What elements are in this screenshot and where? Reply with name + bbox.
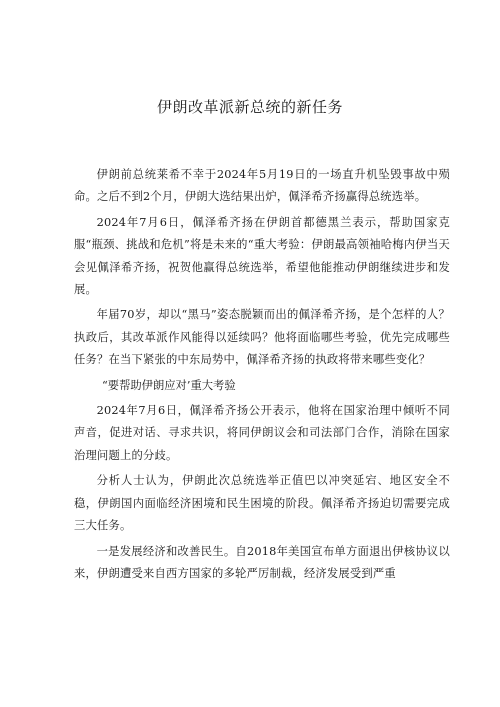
paragraph-2: 2024年7月6日，佩泽希齐扬在伊朗首都德黑兰表示，帮助国家克服“瓶颈、挑战和危机”将是未来的“重大考验：伊朗最高领袖哈梅内伊当天会见佩泽希齐扬，祝贺他赢得总统选举，希望他能推动伊朗继续进步和发展。 (74, 215, 450, 297)
paragraph-6: 一是发展经济和改善民生。自2018年美国宣布单方面退出伊核协议以来，伊朗遭受来自西方国家的多轮严厉制裁，经济发展受到严重 (74, 544, 450, 580)
section-subheading: “要帮助伊朗应对’重大考验 (102, 378, 236, 392)
paragraph-4: 2024年7月6日，佩泽希齐扬公开表示，他将在国家治理中倾听不同声音，促进对话、寻求共识，将同伊朗议会和司法部门合作，消除在国家治理问题上的分歧。 (74, 404, 450, 462)
document-title: 伊朗改革派新总统的新任务 (156, 98, 343, 116)
paragraph-5: 分析人士认为，伊朗此次总统选举正值巴以冲突延宕、地区安全不稳，伊朗国内面临经济困境和民生困境的阶段。佩泽希齐扬迫切需要完成三大任务。 (74, 474, 450, 533)
paragraph-1: 伊朗前总统莱希不幸于2024年5月19日的一场直升机坠毁事故中殒命。之后不到2个月，伊朗大选结果出炉，佩泽希齐扬赢得总统选举。 (74, 168, 450, 204)
document-body (74, 164, 450, 588)
paragraph-3: 年届70岁，却以“黑马”姿态脱颖而出的佩泽希齐扬，是个怎样的人？执政后，其改革派作风能得以延续吗？他将面临哪些考验，优先完成哪些任务？在当下紧张的中东局势中，佩泽希齐扬的执政将带来哪些变化？ (74, 308, 450, 367)
